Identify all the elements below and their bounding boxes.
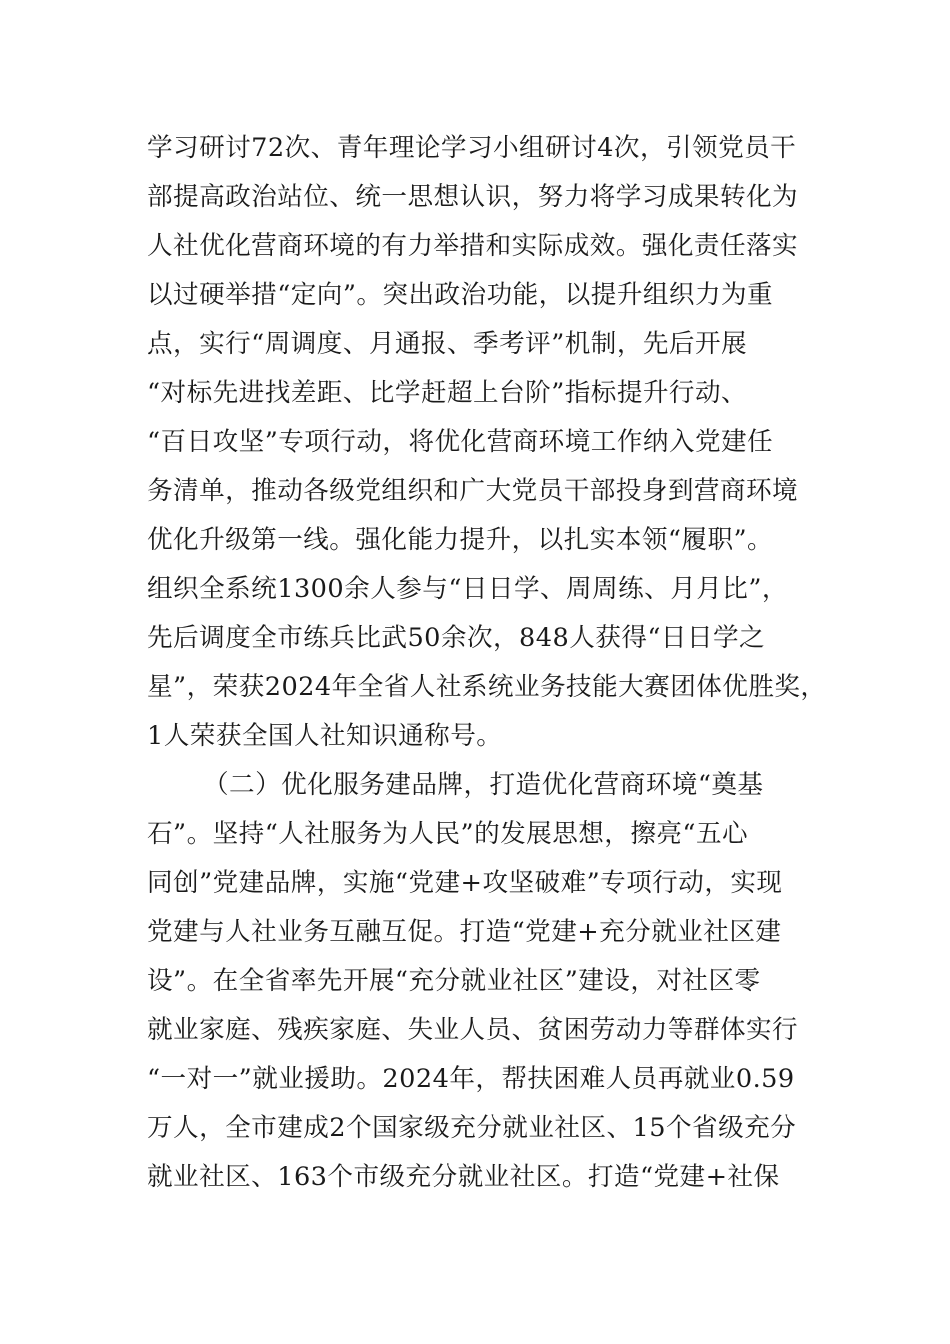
text-line: 学习研讨72次、青年理论学习小组研讨4次，引领党员干 xyxy=(147,133,797,163)
text-line: 设”。在全省率先开展“充分就业社区”建设，对社区零 xyxy=(147,966,761,996)
section-heading-line: （二）优化服务建品牌，打造优化营商环境“奠基 xyxy=(203,770,764,800)
text-line: 先后调度全市练兵比武50余次，848人获得“日日学之 xyxy=(147,623,766,653)
text-line: “百日攻坚”专项行动，将优化营商环境工作纳入党建任 xyxy=(147,427,774,457)
text-line: 就业家庭、残疾家庭、失业人员、贫困劳动力等群体实行 xyxy=(147,1015,799,1045)
text-line: “一对一”就业援助。2024年，帮扶困难人员再就业0.59 xyxy=(147,1064,795,1094)
text-line: 组织全系统1300余人参与“日日学、周周练、月月比”， xyxy=(147,574,788,604)
text-line: 优化升级第一线。强化能力提升，以扎实本领“履职”。 xyxy=(147,525,774,555)
text-line: 万人，全市建成2个国家级充分就业社区、15个省级充分 xyxy=(147,1113,797,1143)
text-line: 点，实行“周调度、月通报、季考评”机制，先后开展 xyxy=(147,329,748,359)
text-line: 星”，荣获2024年全省人社系统业务技能大赛团体优胜奖， xyxy=(147,672,827,702)
text-line: 1人荣获全国人社知识通称号。 xyxy=(147,721,503,751)
text-line: 人社优化营商环境的有力举措和实际成效。强化责任落实 xyxy=(147,231,799,261)
text-line: “对标先进找差距、比学赶超上台阶”指标提升行动、 xyxy=(147,378,748,408)
text-line: 就业社区、163个市级充分就业社区。打造“党建+社保 xyxy=(147,1162,780,1192)
text-line: 石”。坚持“人社服务为人民”的发展思想，擦亮“五心 xyxy=(147,819,749,849)
text-line: 同创”党建品牌，实施“党建+攻坚破难”专项行动，实现 xyxy=(147,868,783,898)
text-line: 部提高政治站位、统一思想认识，努力将学习成果转化为 xyxy=(147,182,799,212)
text-line: 党建与人社业务互融互促。打造“党建+充分就业社区建 xyxy=(147,917,782,947)
text-line: 以过硬举措“定向”。突出政治功能，以提升组织力为重 xyxy=(147,280,774,310)
text-line: 务清单，推动各级党组织和广大党员干部投身到营商环境 xyxy=(147,476,799,506)
